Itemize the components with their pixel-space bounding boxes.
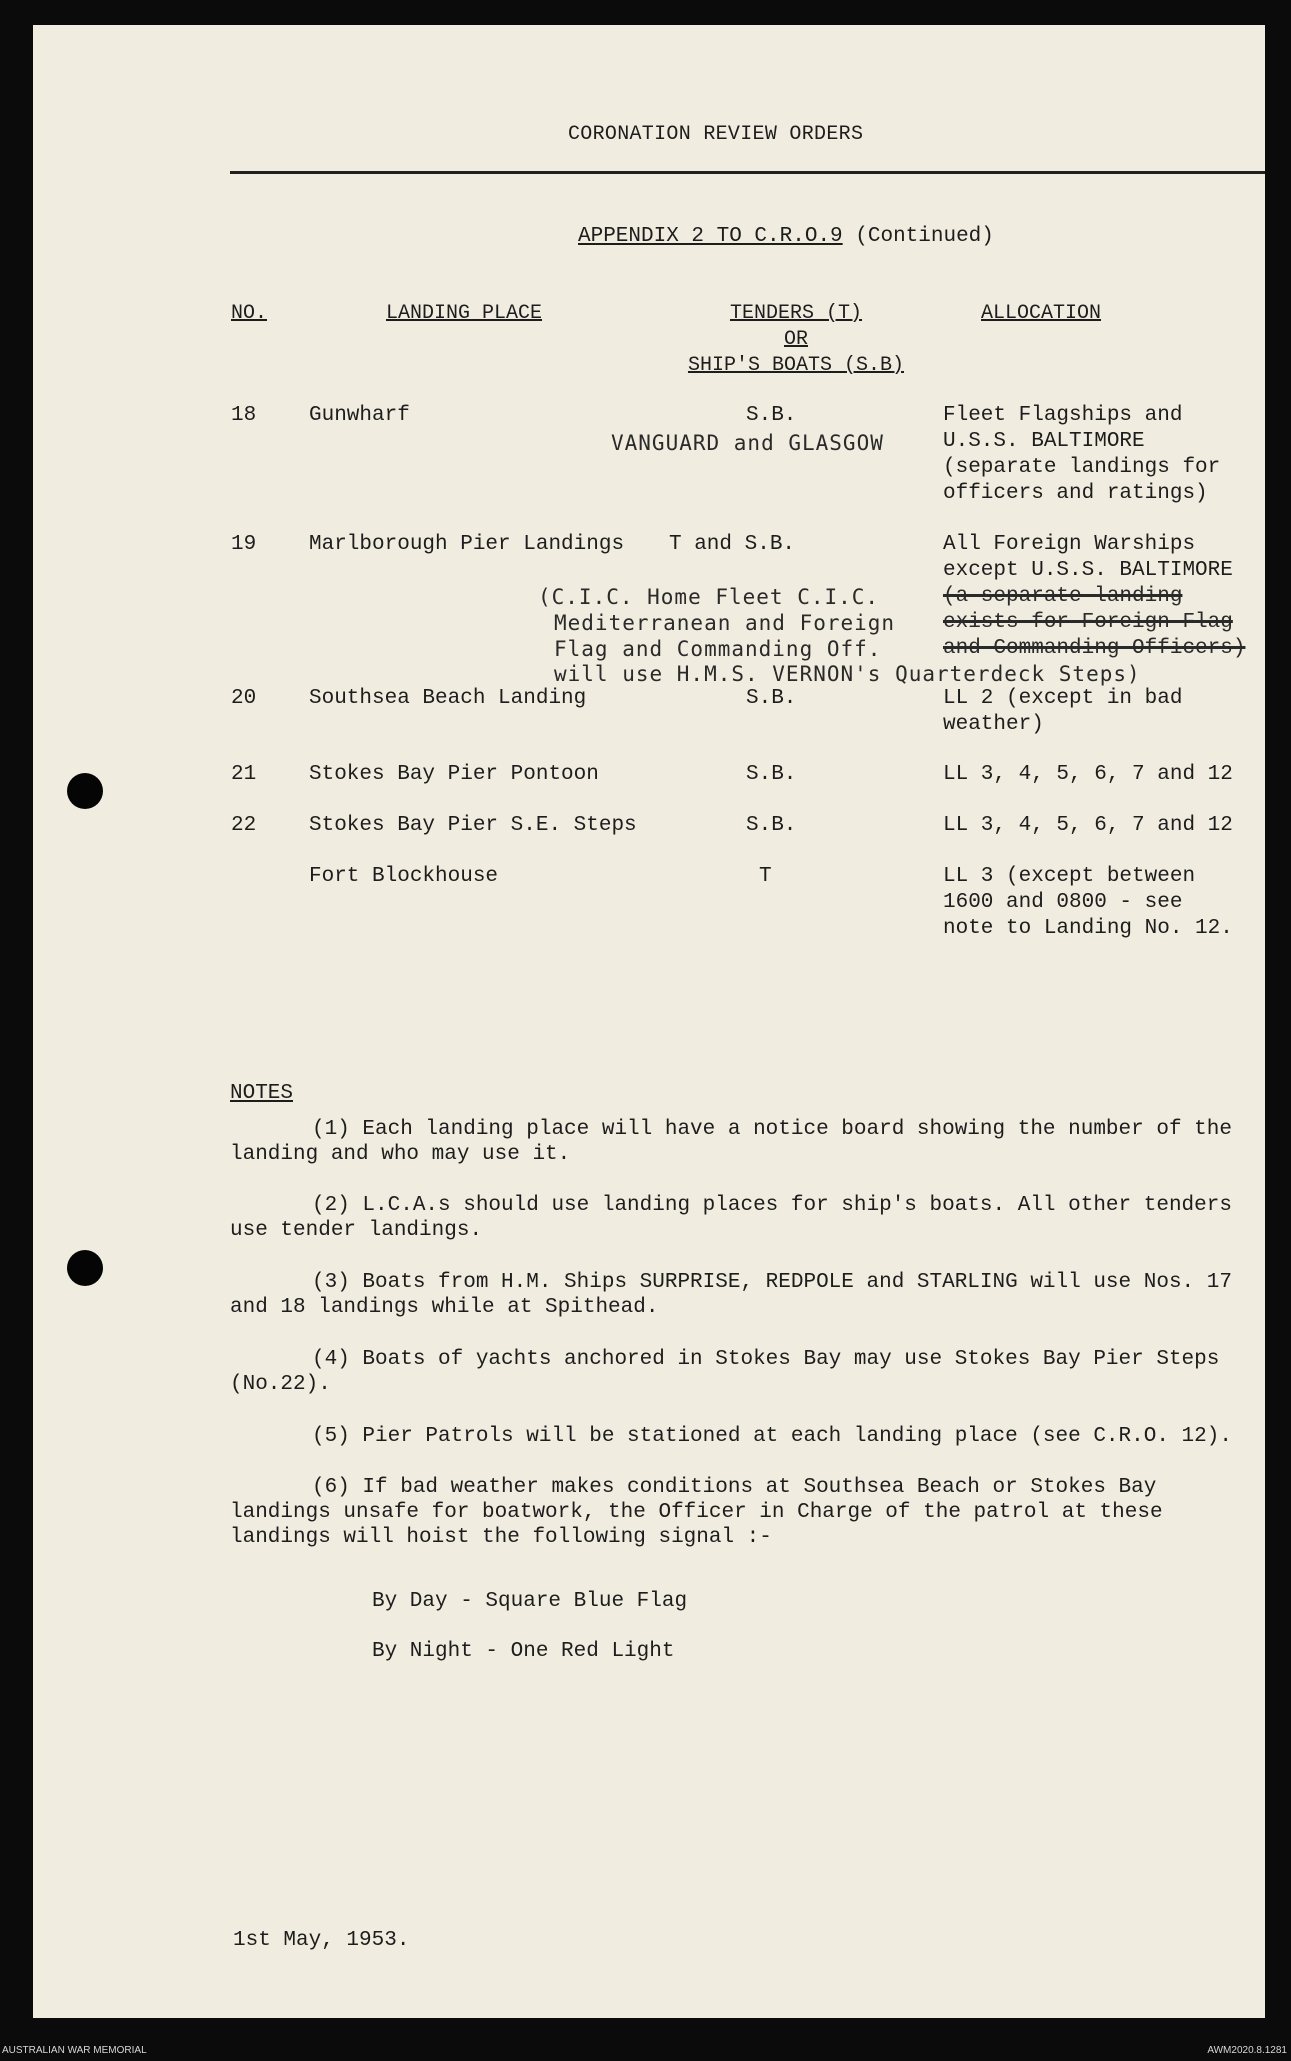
row-typed-insert: Flag and Commanding Off. — [554, 637, 882, 661]
row-type: S.B. — [746, 404, 797, 427]
row-allocation-line: 1600 and 0800 - see — [943, 891, 1183, 914]
note-paragraph: (4) Boats of yachts anchored in Stokes Bay may use Stokes Bay Pier Steps (No.22). — [230, 1348, 1220, 1396]
struck-text: exists for Foreign Flag — [943, 611, 1233, 634]
struck-text: and Commanding Officers) — [943, 637, 1246, 660]
row-type: S.B. — [746, 814, 797, 837]
signal-by-night: By Night - One Red Light — [372, 1640, 675, 1663]
column-header-landing-place: LANDING PLACE — [386, 302, 543, 325]
row-landing-place: Southsea Beach Landing — [309, 687, 587, 710]
row-typed-insert: (C.I.C. Home Fleet C.I.C. — [538, 585, 880, 609]
row-allocation-line: LL 3, 4, 5, 6, 7 and 12 — [943, 814, 1233, 837]
footer-accession-number: AWM2020.8.1281 — [1207, 2045, 1287, 2056]
row-typed-insert: Mediterranean and Foreign — [554, 611, 896, 635]
row-allocation-line: (separate landings for — [943, 456, 1221, 479]
row-landing-place: Stokes Bay Pier S.E. Steps — [309, 814, 637, 837]
appendix-title-main: APPENDIX 2 TO C.R.O.9 — [578, 225, 843, 248]
row-number: 21 — [231, 763, 257, 786]
row-allocation-line: Fleet Flagships and — [943, 404, 1183, 427]
row-typed-insert: will use H.M.S. VERNON's Quarterdeck Steps) — [554, 662, 1141, 686]
row-type: S.B. — [746, 763, 797, 786]
note-paragraph: (3) Boats from H.M. Ships SURPRISE, REDPOLE and STARLING will use Nos. 17 and 18 landings while at Spithead. — [230, 1271, 1232, 1319]
row-allocation-line: LL 2 (except in bad — [943, 687, 1183, 710]
appendix-title-suffix: (Continued) — [855, 225, 994, 248]
struck-text: (a separate landing — [943, 585, 1183, 608]
row-allocation-line: LL 3, 4, 5, 6, 7 and 12 — [943, 763, 1233, 786]
punch-hole — [67, 773, 103, 809]
header-rule — [230, 171, 1265, 174]
punch-hole — [67, 1250, 103, 1286]
document-header: CORONATION REVIEW ORDERS — [568, 123, 864, 146]
document-date: 1st May, 1953. — [233, 1929, 410, 1952]
column-header-tenders: TENDERS (T) — [729, 302, 863, 325]
note-paragraph: (6) If bad weather makes conditions at Southsea Beach or Stokes Bay landings unsafe for boatwork, the Officer in Charge of the patrol at these landings will hoist the following signal :- — [230, 1476, 1163, 1549]
row-number: 19 — [231, 533, 257, 556]
row-typed-insert: VANGUARD and GLASGOW — [611, 431, 884, 455]
row-struck-line — [943, 584, 1182, 610]
notes-title: NOTES — [230, 1082, 294, 1105]
row-landing-place: Fort Blockhouse — [309, 865, 499, 888]
footer-source: AUSTRALIAN WAR MEMORIAL — [2, 2045, 147, 2056]
row-struck-line — [943, 636, 1245, 662]
appendix-title — [578, 225, 994, 248]
note-paragraph: (5) Pier Patrols will be stationed at each landing place (see C.R.O. 12). — [312, 1425, 1232, 1448]
row-number: 22 — [231, 814, 257, 837]
column-header-ships-boats: SHIP'S BOATS (S.B) — [687, 354, 905, 377]
row-allocation-line: All Foreign Warships — [943, 533, 1196, 556]
row-allocation-line: LL 3 (except between — [943, 865, 1196, 888]
note-paragraph: (1) Each landing place will have a notice board showing the number of the landing and who may use it. — [230, 1118, 1232, 1166]
row-type: S.B. — [746, 687, 797, 710]
note-paragraph: (2) L.C.A.s should use landing places for ship's boats. All other tenders use tender landings. — [230, 1194, 1232, 1242]
row-type: T and S.B. — [669, 533, 796, 556]
signal-by-day: By Day - Square Blue Flag — [372, 1590, 688, 1613]
column-header-or: OR — [783, 328, 808, 351]
row-landing-place: Marlborough Pier Landings — [309, 533, 625, 556]
column-header-allocation: ALLOCATION — [981, 302, 1102, 325]
row-number: 20 — [231, 687, 257, 710]
row-allocation-line: officers and ratings) — [943, 482, 1208, 505]
row-allocation-line: note to Landing No. 12. — [943, 917, 1233, 940]
row-allocation-line: U.S.S. BALTIMORE — [943, 430, 1145, 453]
row-allocation-line: except U.S.S. BALTIMORE — [943, 559, 1233, 582]
document-page — [33, 25, 1265, 2018]
column-header-no: NO. — [231, 302, 268, 325]
row-number: 18 — [231, 404, 257, 427]
row-type: T — [759, 865, 772, 888]
row-landing-place: Gunwharf — [309, 404, 410, 427]
row-struck-line — [943, 610, 1233, 636]
row-landing-place: Stokes Bay Pier Pontoon — [309, 763, 599, 786]
row-allocation-line: weather) — [943, 713, 1044, 736]
